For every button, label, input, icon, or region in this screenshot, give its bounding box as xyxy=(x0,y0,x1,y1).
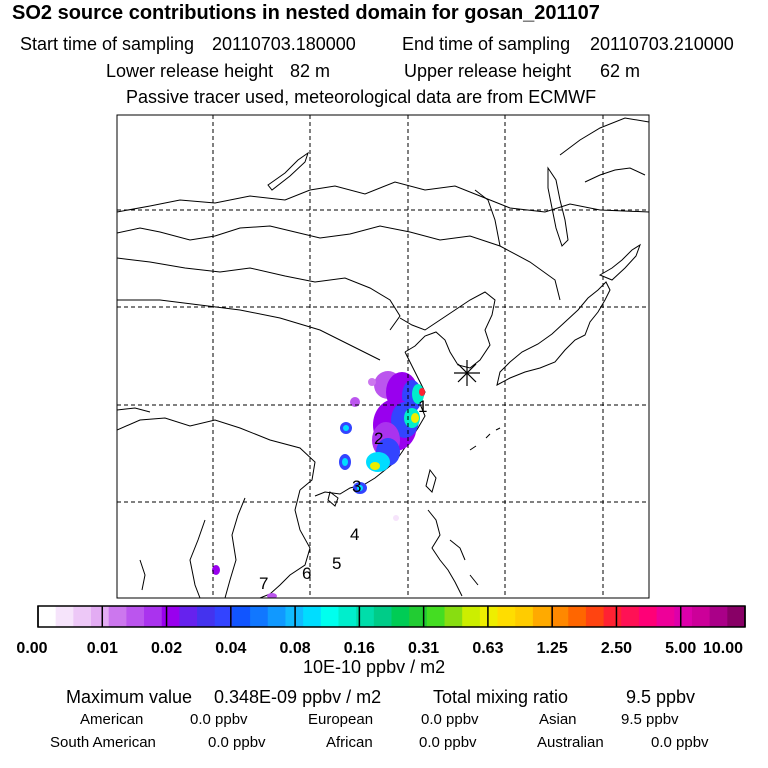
lower-height-label: Lower release height xyxy=(106,61,274,81)
colorbar-swatch xyxy=(639,606,657,627)
colorbar-tick-label: 0.16 xyxy=(343,640,375,657)
colorbar-swatch xyxy=(551,606,569,627)
colorbar-swatch xyxy=(498,606,516,627)
region-value-american: 0.0 ppbv xyxy=(190,711,248,728)
colorbar-swatch xyxy=(445,606,463,627)
upper-height-label: Upper release height xyxy=(404,61,572,81)
colorbar-tick-label: 0.04 xyxy=(215,640,247,657)
region-name-south-american: South American xyxy=(50,734,156,751)
region-value-south-american: 0.0 ppbv xyxy=(208,734,266,751)
colorbar-swatch xyxy=(109,606,127,627)
region-number-3: 3 xyxy=(352,477,362,496)
colorbar-swatch xyxy=(533,606,551,627)
region-value-asian: 9.5 ppbv xyxy=(621,711,679,728)
colorbar-swatch xyxy=(126,606,144,627)
colorbar-swatch xyxy=(56,606,74,627)
region-name-american: American xyxy=(80,711,144,728)
region-number-1: 1 xyxy=(418,397,428,416)
colorbar-swatch xyxy=(162,606,180,627)
region-name-african: African xyxy=(326,734,373,751)
max-value: 0.348E-09 ppbv / m2 xyxy=(214,687,382,707)
region-number-6: 6 xyxy=(302,564,312,583)
region-value-european: 0.0 ppbv xyxy=(421,711,479,728)
colorbar-swatch xyxy=(674,606,692,627)
colorbar-swatch xyxy=(568,606,586,627)
colorbar-swatch xyxy=(144,606,162,627)
colorbar-swatch xyxy=(621,606,639,627)
start-time-label: Start time of sampling xyxy=(20,34,195,54)
colorbar-tick-label: 0.08 xyxy=(279,640,311,657)
colorbar-unit: 10E-10 ppbv / m2 xyxy=(303,657,446,677)
colorbar-tick-label: 0.31 xyxy=(408,640,440,657)
colorbar-swatch xyxy=(710,606,728,627)
region-value-australian: 0.0 ppbv xyxy=(651,734,709,751)
colorbar xyxy=(38,606,746,627)
colorbar-swatch xyxy=(462,606,480,627)
colorbar-swatch xyxy=(179,606,197,627)
colorbar-tick-label: 1.25 xyxy=(536,640,568,657)
region-number-2: 2 xyxy=(374,429,384,448)
colorbar-swatch xyxy=(515,606,533,627)
upper-height-value: 62 m xyxy=(600,61,641,81)
lower-height-value: 82 m xyxy=(290,61,331,81)
region-name-european: European xyxy=(308,711,374,728)
colorbar-swatch xyxy=(268,606,286,627)
total-mixing-value: 9.5 ppbv xyxy=(626,687,696,707)
colorbar-tick-label: 5.00 xyxy=(665,640,697,657)
region-number-5: 5 xyxy=(332,554,342,573)
figure-title: SO2 source contributions in nested domain for gosan_201107 xyxy=(12,2,600,24)
map-frame xyxy=(117,115,649,598)
colorbar-swatch xyxy=(232,606,250,627)
colorbar-swatch xyxy=(392,606,410,627)
region-name-asian: Asian xyxy=(539,711,577,728)
region-value-african: 0.0 ppbv xyxy=(419,734,477,751)
colorbar-swatch xyxy=(303,606,321,627)
colorbar-tick-label: 0.63 xyxy=(472,640,504,657)
region-name-australian: Australian xyxy=(537,734,604,751)
colorbar-swatch xyxy=(427,606,445,627)
colorbar-swatch xyxy=(657,606,675,627)
colorbar-swatch xyxy=(197,606,215,627)
region-number-4: 4 xyxy=(350,525,360,544)
colorbar-swatch xyxy=(338,606,356,627)
region-number-7: 7 xyxy=(259,574,269,593)
colorbar-swatch xyxy=(692,606,710,627)
colorbar-tick-label: 0.00 xyxy=(16,640,48,657)
colorbar-swatch xyxy=(321,606,339,627)
model-note: Passive tracer used, meteorological data are from ECMWF xyxy=(126,87,597,107)
colorbar-tick-label: 10.00 xyxy=(702,640,744,657)
colorbar-tick-label: 2.50 xyxy=(600,640,633,657)
max-value-label: Maximum value xyxy=(66,687,193,707)
colorbar-swatch xyxy=(586,606,604,627)
end-time-value: 20110703.210000 xyxy=(590,34,734,54)
colorbar-swatch xyxy=(604,606,622,627)
colorbar-swatch xyxy=(409,606,427,627)
coastlines xyxy=(117,118,649,598)
map-grid xyxy=(117,115,649,598)
colorbar-swatch xyxy=(38,606,56,627)
colorbar-swatch xyxy=(91,606,109,627)
colorbar-swatch xyxy=(727,606,745,627)
colorbar-swatch xyxy=(480,606,498,627)
end-time-label: End time of sampling xyxy=(402,34,571,54)
colorbar-swatch xyxy=(73,606,91,627)
start-time-value: 20110703.180000 xyxy=(212,34,356,54)
colorbar-swatch xyxy=(374,606,392,627)
total-mixing-label: Total mixing ratio xyxy=(433,687,569,707)
colorbar-tick-label: 0.01 xyxy=(86,640,118,657)
colorbar-tick-label: 0.02 xyxy=(150,640,183,657)
colorbar-swatch xyxy=(250,606,268,627)
